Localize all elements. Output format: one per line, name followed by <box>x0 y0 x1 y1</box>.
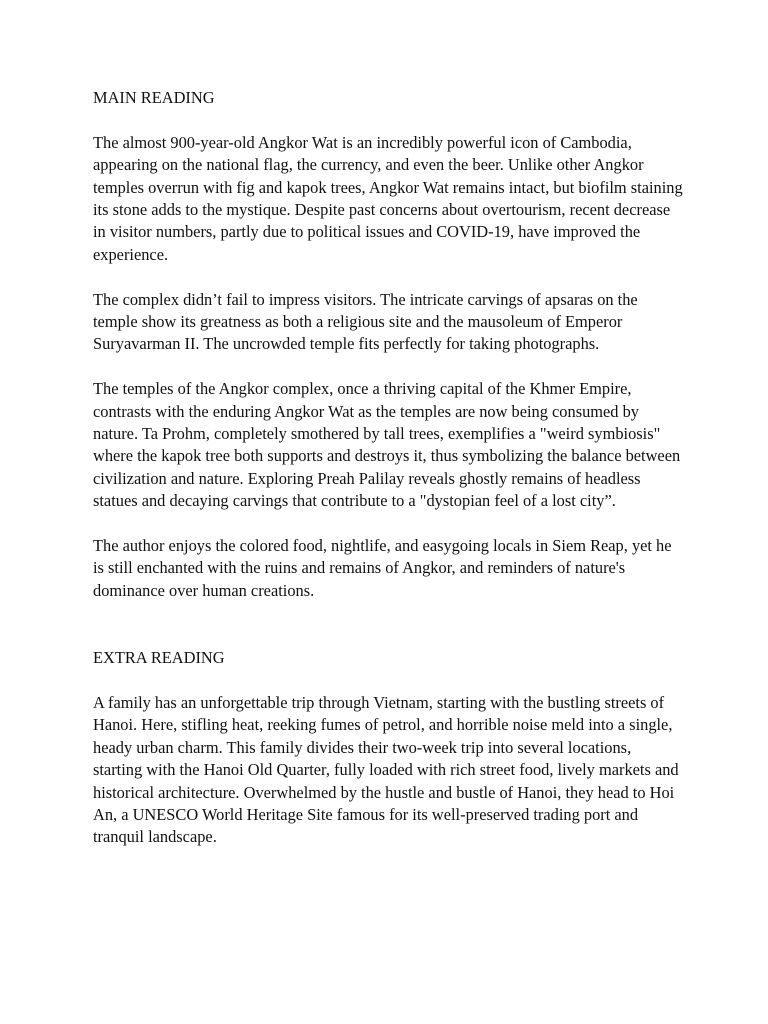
extra-reading-paragraph-1: A family has an unforgettable trip through Vietnam, starting with the bustling streets of Hanoi. Here, stifling heat, reeking fumes of petrol, and horrible noise meld into a single, heady urban charm. This family divides their two-week trip into several locations, starting with the Hanoi Old Quarter, fully loaded with rich street food, lively markets and historical architecture. Overwhelmed by the hustle and bustle of Hanoi, they head to Hoi An, a UNESCO World Heritage Site famous for its well-preserved trading port and tranquil landscape. <box>93 692 679 847</box>
main-reading-paragraph-3: The temples of the Angkor complex, once a thriving capital of the Khmer Empire, contrasts with the enduring Angkor Wat as the temples are now being consumed by nature. Ta Prohm, completely smothered by tall trees, exemplifies a "weird symbiosis" where the kapok tree both supports and destroys it, thus symbolizing the balance between civilization and nature. Exploring Preah Palilay reveals ghostly remains of headless statues and decaying carvings that contribute to a "dystopian feel of a lost city”. <box>93 379 681 511</box>
main-reading-paragraph-4: The author enjoys the colored food, nightlife, and easygoing locals in Siem Reap, yet he is still enchanted with the ruins and remains of Angkor, and reminders of nature's dominance over human creations. <box>93 536 672 600</box>
main-reading-paragraph-2: The complex didn’t fail to impress visitors. The intricate carvings of apsaras on the temple show its greatness as both a religious site and the mausoleum of Emperor Suryavarman II. The uncrowded temple fits perfectly for taking photographs. <box>93 289 638 354</box>
main-reading-heading: MAIN READING <box>93 88 215 107</box>
document-page <box>93 87 683 849</box>
main-reading-paragraph-1: The almost 900-year-old Angkor Wat is an incredibly powerful icon of Cambodia, appearing on the national flag, the currency, and even the beer. Unlike other Angkor temples overrun with fig and kapok trees, Angkor Wat remains intact, but biofilm staining its stone adds to the mystique. Despite past concerns about overtourism, recent decrease in visitor numbers, partly due to political issues and COVID-19, have improved the experience. <box>93 132 683 264</box>
extra-reading-section <box>93 647 683 849</box>
main-reading-section <box>93 87 683 602</box>
extra-reading-heading: EXTRA READING <box>93 648 225 668</box>
